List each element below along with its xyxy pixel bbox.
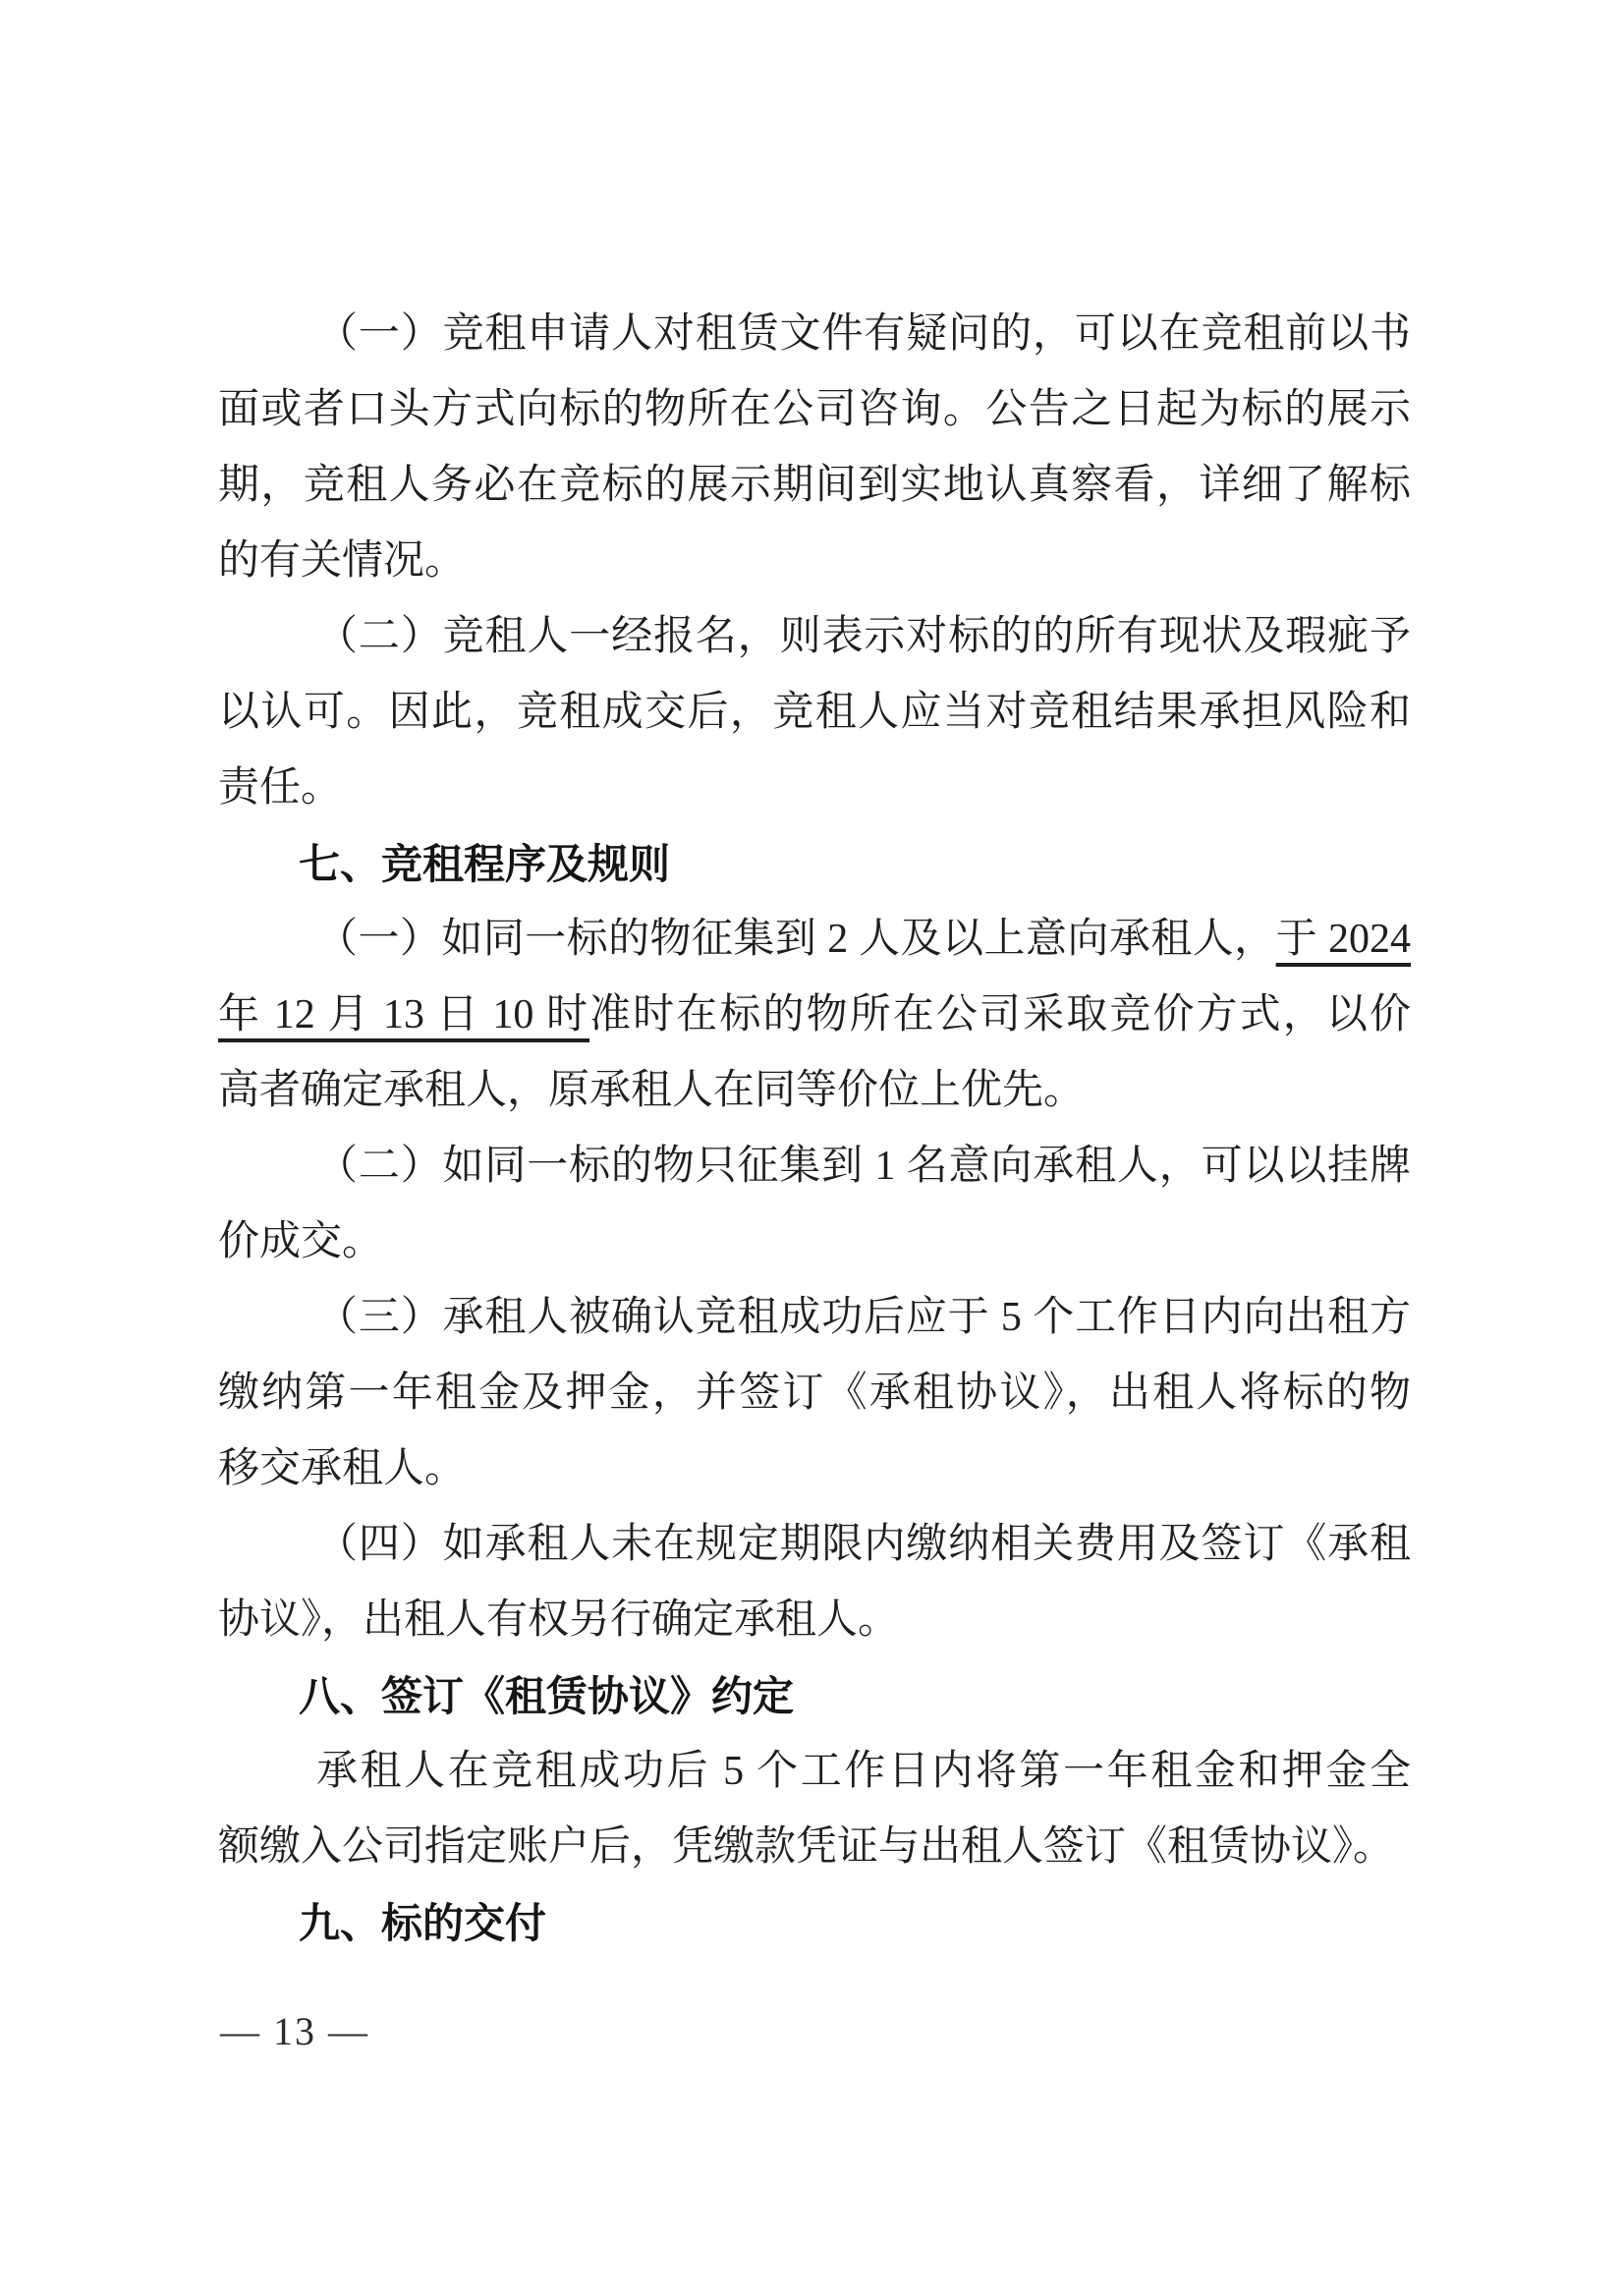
text-segment: （四）如承租人未在规定期限内缴纳相关费用及签订《承租 [316, 1522, 1411, 1567]
text-line [218, 1734, 1411, 1810]
text-segment: 准时在标的物所在公司采取竞价方式，以价 [589, 992, 1411, 1037]
text-line [218, 902, 1411, 978]
text-segment: 协议》，出租人有权另行确定承租人。 [218, 1597, 900, 1643]
text-line [218, 1280, 1411, 1356]
text-line [218, 675, 1411, 751]
text-line [218, 751, 1411, 826]
text-segment: 九、标的交付 [299, 1900, 547, 1946]
text-segment: 额缴入公司指定账户后，凭缴款凭证与出租人签订《租赁协议》。 [218, 1824, 1395, 1870]
text-line [218, 524, 1411, 599]
text-line [218, 1356, 1411, 1431]
section-heading [218, 1885, 1411, 1961]
text-line [218, 1583, 1411, 1658]
text-line [218, 1431, 1411, 1507]
document-body [218, 297, 1411, 1961]
text-line [218, 1507, 1411, 1583]
text-segment: （三）承租人被确认竞租成功后应于 5 个工作日内向出租方 [316, 1295, 1411, 1340]
text-segment: 责任。 [218, 765, 343, 811]
text-line [218, 1204, 1411, 1280]
section-heading [218, 1658, 1411, 1734]
text-line [218, 1129, 1411, 1204]
text-segment: 的有关情况。 [218, 538, 467, 584]
text-segment: （二）如同一标的物只征集到 1 名意向承租人，可以以挂牌 [316, 1144, 1411, 1189]
text-segment: （一）竞租申请人对租赁文件有疑问的，可以在竞租前以书 [316, 311, 1411, 357]
text-segment: 高者确定承租人，原承租人在同等价位上优先。 [218, 1068, 1086, 1113]
text-segment: （二）竞租人一经报名，则表示对标的的所有现状及瑕疵予 [316, 614, 1411, 659]
text-segment: 以认可。因此，竞租成交后，竞租人应当对竞租结果承担风险和 [218, 690, 1411, 735]
section-heading [218, 826, 1411, 902]
text-line [218, 599, 1411, 675]
page-number: — 13 — [220, 2009, 369, 2053]
text-line [218, 448, 1411, 524]
text-line [218, 1053, 1411, 1129]
text-segment: 移交承租人。 [218, 1446, 467, 1491]
text-segment: 八、签订《租赁协议》约定 [299, 1673, 795, 1719]
text-line [218, 1810, 1411, 1885]
text-segment: 面或者口头方式向标的物所在公司咨询。公告之日起为标的展示 [218, 387, 1411, 432]
text-segment: 期，竞租人务必在竞标的展示期间到实地认真察看，详细了解标 [218, 463, 1411, 508]
text-line [218, 978, 1411, 1053]
text-segment: 价成交。 [218, 1219, 384, 1264]
underlined-text: 年 12 月 13 日 10 时 [218, 992, 590, 1037]
underlined-text: 于 2024 [1275, 917, 1411, 962]
text-segment: 缴纳第一年租金及押金，并签订《承租协议》，出租人将标的物 [218, 1371, 1411, 1416]
text-segment: 承租人在竞租成功后 5 个工作日内将第一年租金和押金全 [316, 1749, 1411, 1794]
text-segment: （一）如同一标的物征集到 2 人及以上意向承租人， [316, 917, 1276, 962]
text-line [218, 372, 1411, 448]
text-line [218, 297, 1411, 372]
text-segment: 七、竞租程序及规则 [299, 841, 671, 887]
